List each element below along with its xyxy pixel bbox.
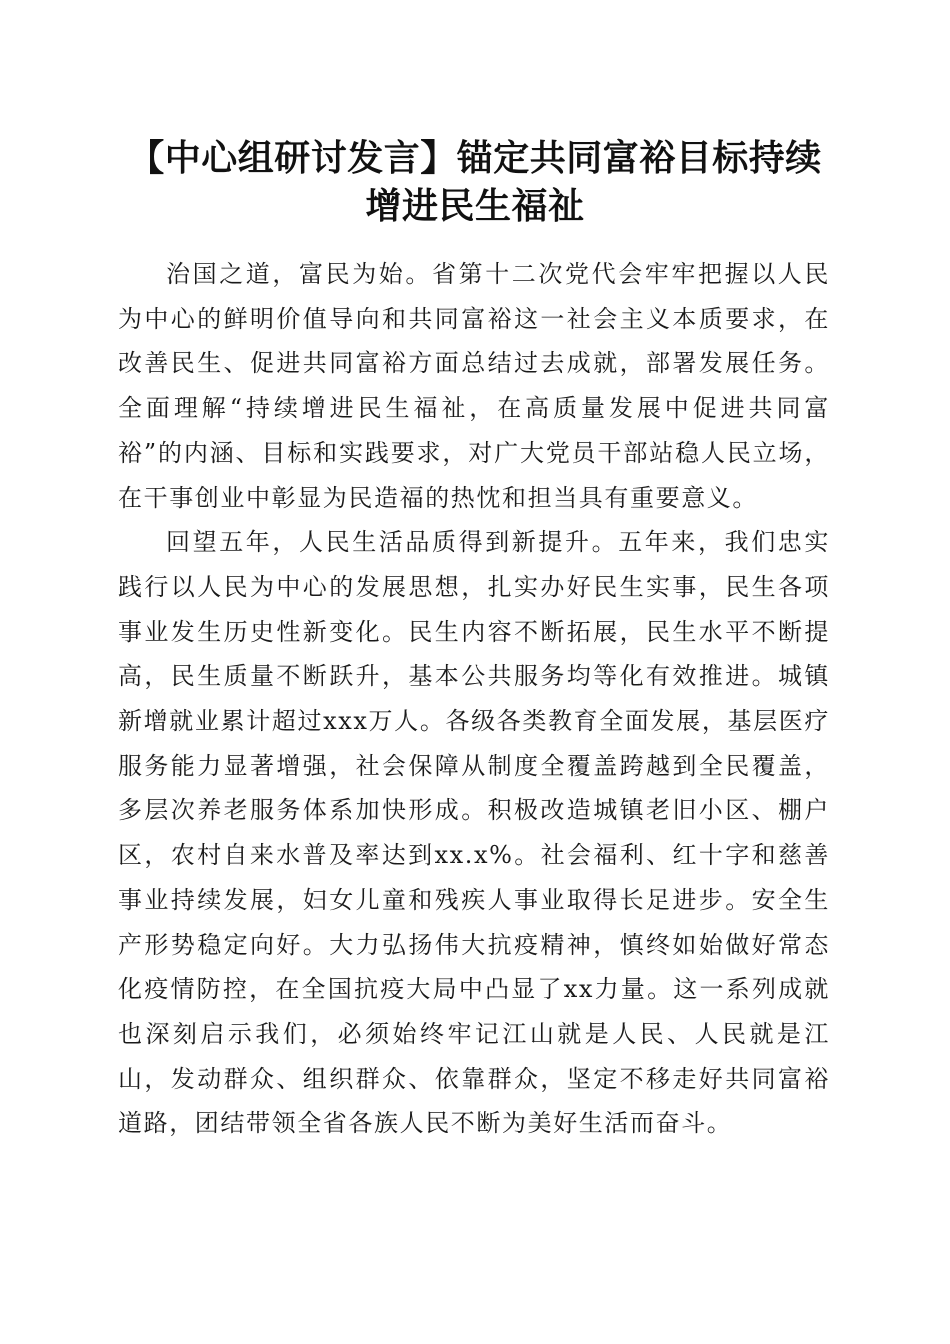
document-body — [118, 252, 830, 1146]
document-title: 【中心组研讨发言】锚定共同富裕目标持续增进民生福祉 — [128, 137, 822, 227]
paragraph-2: 回望五年，人民生活品质得到新提升。五年来，我们忠实践行以人民为中心的发展思想，扎实办好民生实事，民生各项事业发生历史性新变化。民生内容不断拓展，民生水平不断提高，民生质量不断跃升，基本公共服务均等化有效推进。城镇新增就业累计超过xxx万人。各级各类教育全面发展，基层医疗服务能力显著增强，社会保障从制度全覆盖跨越到全民覆盖，多层次养老服务体系加快形成。积极改造城镇老旧小区、棚户区，农村自来水普及率达到xx.x%。社会福利、红十字和慈善事业持续发展，妇女儿童和残疾人事业取得长足进步。安全生产形势稳定向好。大力弘扬伟大抗疫精神，慎终如始做好常态化疫情防控，在全国抗疫大局中凸显了xx力量。这一系列成就也深刻启示我们，必须始终牢记江山就是人民、人民就是江山，发动群众、组织群众、依靠群众，坚定不移走好共同富裕道路，团结带领全省各族人民不断为美好生活而奋斗。 — [118, 528, 830, 1138]
paragraph-1: 治国之道，富民为始。省第十二次党代会牢牢把握以人民为中心的鲜明价值导向和共同富裕这一社会主义本质要求，在改善民生、促进共同富裕方面总结过去成就，部署发展任务。全面理解“持续增进民生福祉，在高质量发展中促进共同富裕”的内涵、目标和实践要求，对广大党员干部站稳人民立场，在干事创业中彰显为民造福的热忱和担当具有重要意义。 — [118, 260, 830, 512]
